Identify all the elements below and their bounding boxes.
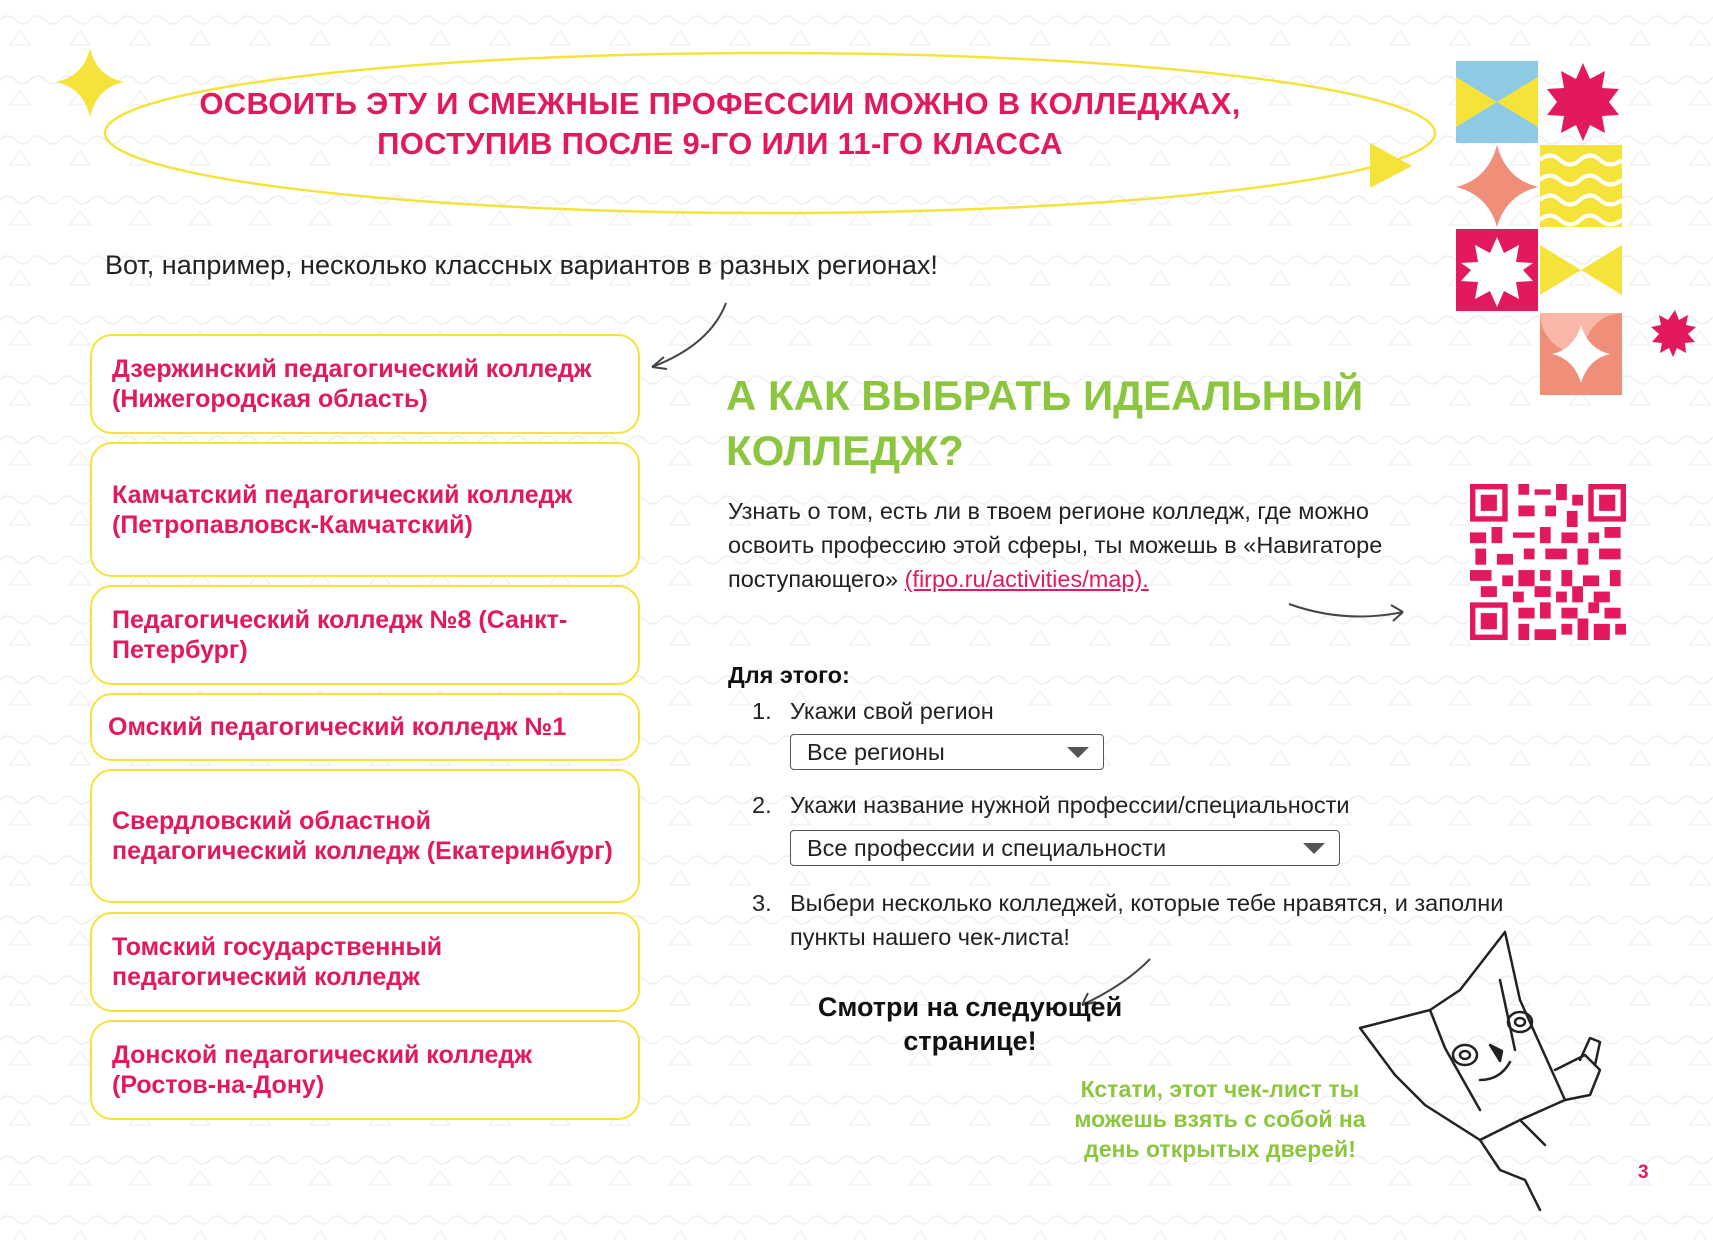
arrow-icon [640, 295, 740, 375]
section-heading: А КАК ВЫБРАТЬ ИДЕАЛЬНЫЙ КОЛЛЕДЖ? [726, 372, 1364, 474]
profession-select-value: Все профессии и специальности [807, 834, 1167, 861]
arrow-icon [1285, 590, 1415, 630]
college-name: Свердловский областной педагогический колледж (Екатеринбург) [112, 807, 613, 865]
step-number: 2. [752, 792, 772, 818]
tip-note: Кстати, этот чек-лист ты можешь взять с собой на день открытых дверей! [1074, 1076, 1366, 1162]
sparkle-icon [1651, 310, 1696, 357]
dropdown-caret-icon [1067, 747, 1089, 758]
section-body [728, 494, 1388, 596]
header-title-line-1: ОСВОИТЬ ЭТУ И СМЕЖНЫЕ ПРОФЕССИИ МОЖНО В КОЛЛЕДЖАХ, [199, 86, 1241, 121]
college-name: Томский государственный педагогический колледж [112, 933, 443, 991]
page-number: 3 [1638, 1162, 1649, 1183]
college-card [90, 1020, 640, 1120]
college-card [90, 585, 640, 685]
section-body-text: Узнать о том, есть ли в твоем регионе колледж, где можно освоить профессию этой сферы, ты можешь в «Навигаторе поступающего» [728, 498, 1383, 592]
college-name: Донской педагогический колледж (Ростов-на-Дону) [112, 1041, 533, 1099]
step-number: 1. [752, 698, 772, 724]
step-number: 3. [752, 890, 772, 916]
college-name: Камчатский педагогический колледж (Петропавловск-Камчатский) [112, 480, 573, 539]
step-text: Выбери несколько колледжей, которые тебе нравятся, и заполни пункты нашего чек-листа! [790, 890, 1504, 950]
step-text: Укажи название нужной профессии/специальности [790, 792, 1350, 818]
header-title [140, 84, 1300, 164]
next-page-note: Смотри на следующей странице! [817, 992, 1123, 1056]
college-card [90, 693, 640, 761]
profession-select[interactable] [790, 830, 1340, 866]
college-name: Дзержинский педагогический колледж (Нижегородская область) [112, 355, 592, 413]
region-select[interactable] [790, 734, 1104, 770]
college-card [90, 334, 640, 434]
college-name: Омский педагогический колледж №1 [108, 713, 567, 741]
intro-text: Вот, например, несколько классных вариантов в разных регионах! [105, 250, 938, 280]
steps-title: Для этого: [728, 662, 850, 688]
college-name: Педагогический колледж №8 (Санкт-Петербург) [112, 606, 568, 664]
cat-mascot-icon [1350, 930, 1620, 1215]
sparkle-icon [56, 48, 124, 118]
college-card [90, 769, 640, 903]
geometric-tiles-decoration [1300, 55, 1713, 405]
college-card [90, 442, 640, 577]
dropdown-caret-icon [1303, 843, 1325, 854]
step-text: Укажи свой регион [790, 698, 994, 724]
college-card [90, 912, 640, 1012]
navigator-link[interactable]: (firpo.ru/activities/map). [904, 566, 1149, 592]
qr-code-icon [1470, 484, 1626, 640]
region-select-value: Все регионы [807, 738, 945, 765]
header-title-line-2: ПОСТУПИВ ПОСЛЕ 9-ГО ИЛИ 11-ГО КЛАССА [377, 126, 1063, 161]
